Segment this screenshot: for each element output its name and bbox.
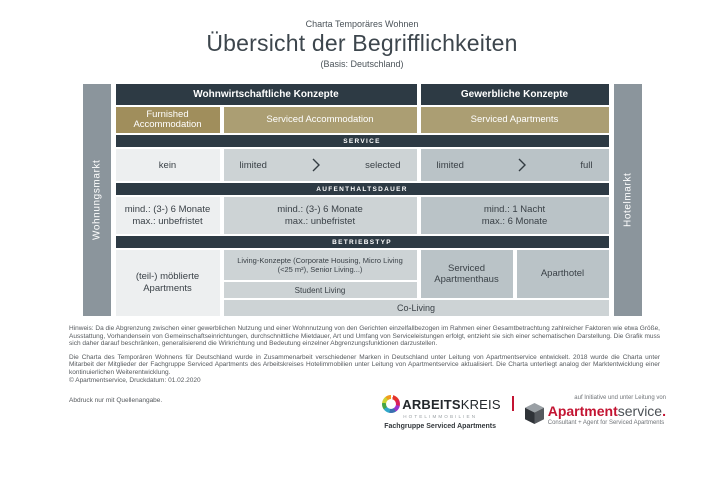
footnote-hint: Hinweis: Da die Abgrenzung zwischen einer gewerblichen Nutzung und einer Wohnnutzung von den Gerichten einzelfallbezogen im Rahmen einer Gesamtbetrachtung zahlreicher Faktoren wie etwa Größe, Ausstattung, Vorhandensein von Gemeinschaftseinrichtungen, durchschnittliche Mietdauer, Art und Umfang von Serviceleistungen erfolgt, entzieht sie sich einer schematischen Darstellung. Die Grafik muss sich daher darauf beschränken, generalisierend die Wirkrichtung und Bedeutung einzelner Abgrenzungsfunktionen darzustellen.: [69, 325, 660, 348]
arbeitskreis-subline: HOTELIMMOBILIEN: [403, 414, 478, 420]
arbeitskreis-fachgruppe: Fachgruppe Serviced Apartments: [384, 423, 497, 431]
duration-min: mind.: (3-) 6 Monate: [124, 203, 211, 215]
arbeitskreis-logo: [382, 395, 500, 430]
footer: [69, 395, 666, 430]
operation-aparthotel: Aparthotel: [517, 250, 609, 298]
operation-student-living: Student Living: [224, 282, 417, 298]
header: [0, 0, 724, 69]
column-serviced-apartments: Serviced Apartments: [421, 107, 609, 133]
arbeitskreis-name-bold: ARBEITS: [402, 396, 461, 412]
market-bar-wohnungsmarkt: Wohnungsmarkt: [83, 84, 111, 316]
apartmentservice-subline: Consultant + Agent for Serviced Apartments: [547, 420, 665, 427]
concept-column-row: [116, 107, 609, 133]
apartmentservice-text: [548, 403, 666, 426]
footnote-charta: Die Charta des Temporären Wohnens für Deutschland wurde in Zusammenarbeit verschiedener Marken in Deutschland unter Leitung von Apartmentservice entwickelt. 2018 wurde die Charta unter Mitarbeit der Mitglieder der Fachgruppe Serviced Apartments des Arbeitskreises Hotelimmobilien unter Leitung von Apartmentservice aktualisiert. Die Charta unterliegt analog der Marktentwicklung einer kontinuierlichen Weiterentwicklung.: [69, 353, 660, 376]
operation-right-block: [224, 250, 609, 316]
section-service: SERVICE: [116, 135, 609, 147]
apartmentservice-wordmark: [525, 403, 666, 426]
logo-row: [382, 395, 666, 430]
column-serviced-accommodation: Serviced Accommodation: [224, 107, 417, 133]
subtitle: (Basis: Deutschland): [320, 59, 404, 69]
section-aufenthaltsdauer: AUFENTHALTSDAUER: [116, 183, 609, 195]
reprint-note: Abdruck nur mit Quellenangabe.: [69, 397, 163, 405]
chevron-right-icon: [311, 157, 321, 173]
header-wohnwirtschaftliche-konzepte: Wohnwirtschaftliche Konzepte: [116, 84, 417, 105]
service-serviced-accommodation: [224, 149, 417, 181]
duration-serviced-apartments: [421, 197, 609, 234]
service-range-from: limited: [239, 159, 267, 171]
operation-col2: [224, 250, 417, 298]
market-bar-hotelmarkt: Hotelmarkt: [614, 84, 642, 316]
apartmentservice-logo: [525, 395, 666, 426]
duration-max: max.: unbefristet: [284, 215, 356, 227]
service-row: [116, 149, 609, 181]
kicker: Charta Temporäres Wohnen: [305, 19, 419, 29]
service-range-to: full: [580, 159, 593, 171]
operation-top: [224, 250, 609, 298]
duration-min: mind.: (3-) 6 Monate: [277, 203, 363, 215]
operation-co-living: Co-Living: [224, 300, 609, 316]
operation-row: [116, 250, 609, 316]
page-title: Übersicht der Begrifflichkeiten: [206, 30, 518, 56]
matrix-table: [116, 84, 609, 316]
header-gewerbliche-konzepte: Gewerbliche Konzepte: [421, 84, 609, 105]
duration-min: mind.: 1 Nacht: [483, 203, 546, 215]
service-serviced-apartments: [421, 149, 609, 181]
apartmentservice-name: [548, 403, 666, 419]
arbeitskreis-name-light: KREIS: [460, 396, 501, 412]
operation-serviced-apartmenthaus: Serviced Apartmenthaus: [421, 250, 513, 298]
apartmentservice-dot: .: [662, 403, 666, 420]
logo-divider: [512, 396, 514, 411]
duration-row: [116, 197, 609, 234]
copyright-line: © Apartmentservice, Druckdatum: 01.02.2020: [69, 376, 201, 384]
chevron-right-icon: [517, 157, 527, 173]
apartmentservice-name-red: Apartment: [547, 403, 618, 420]
section-betriebstyp: BETRIEBSTYP: [116, 236, 609, 248]
apartmentservice-tagline: auf Initiative und unter Leitung von: [574, 395, 666, 402]
service-range-from: limited: [436, 159, 464, 171]
top-header-row: [116, 84, 609, 105]
arbeitskreis-wordmark: [382, 395, 500, 413]
duration-max: max.: 6 Monate: [481, 215, 548, 227]
operation-living-konzepte: Living-Konzepte (Corporate Housing, Micro Living (<25 m²), Senior Living...): [224, 250, 417, 280]
operation-moeblierte-apartments: (teil-) möblierte Apartments: [116, 250, 220, 316]
duration-serviced-accommodation: [224, 197, 417, 234]
service-range-to: selected: [365, 159, 401, 171]
apartmentservice-name-gray: service: [617, 403, 663, 420]
duration-furnished: [116, 197, 220, 234]
footnotes: [69, 325, 660, 384]
duration-max: max.: unbefristet: [132, 215, 203, 227]
service-furnished: kein: [116, 149, 220, 181]
arbeitskreis-name: [402, 397, 500, 412]
operation-col3: [421, 250, 609, 298]
column-furnished-accommodation: Furnished Accommodation: [116, 107, 220, 133]
concept-matrix: [0, 84, 724, 316]
arbeitskreis-ring-icon: [382, 395, 400, 413]
apartmentservice-cube-icon: [525, 403, 544, 424]
